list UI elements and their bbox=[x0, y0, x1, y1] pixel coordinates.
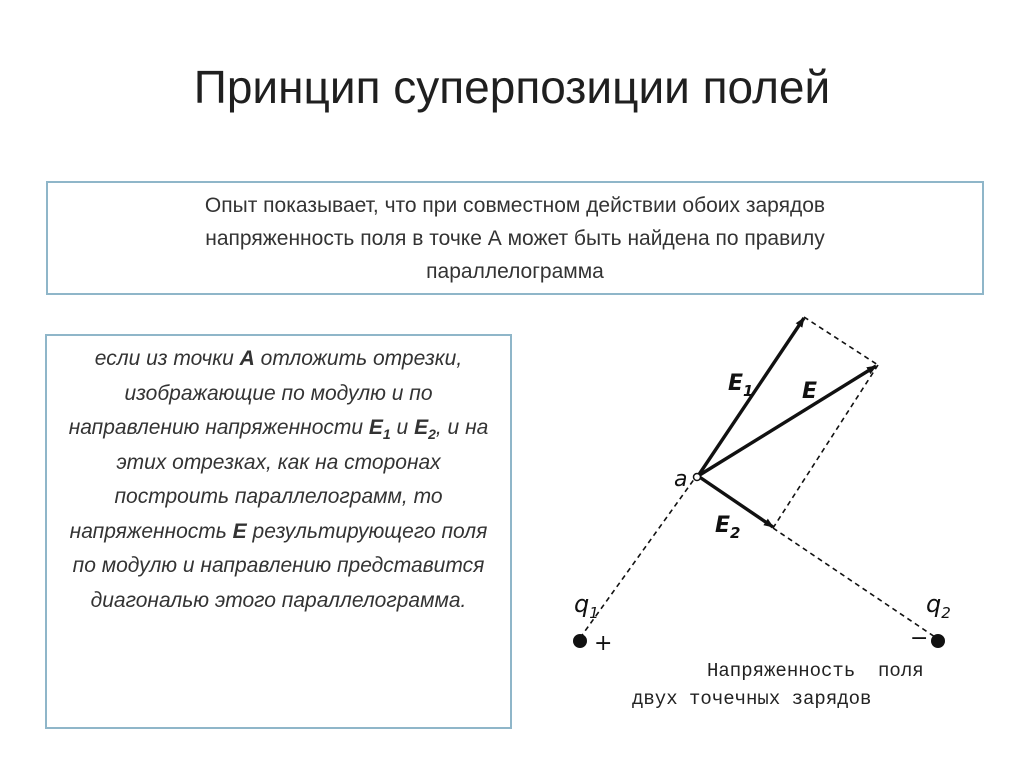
slide-title: Принцип суперпозиции полей bbox=[193, 61, 831, 113]
label-q2 bbox=[926, 590, 951, 622]
label-e1-sub: 1 bbox=[743, 382, 754, 400]
rule-text-2: отложить отрезки, изображающие по модулю и по направлению напряженности bbox=[68, 347, 463, 439]
label-e2-letter: E bbox=[715, 513, 731, 538]
rule-text-box bbox=[45, 334, 512, 729]
label-e2-sub: 2 bbox=[730, 524, 741, 542]
rule-e: E bbox=[232, 519, 247, 543]
rule-text-1: если из точки bbox=[94, 347, 240, 370]
rule-e2 bbox=[414, 416, 436, 443]
label-e2 bbox=[715, 513, 740, 542]
rule-text-4: , и на этих отрезках, как на сторонах построить параллелограмм, то напряженность bbox=[69, 416, 489, 543]
label-plus: + bbox=[594, 631, 613, 656]
rule-e2-letter: E bbox=[414, 416, 429, 439]
point-a-marker bbox=[694, 474, 701, 481]
rule-text-3: и bbox=[390, 416, 415, 439]
rule-e1-sub: 1 bbox=[382, 426, 391, 443]
intro-line-3: параллелограмма bbox=[426, 259, 604, 283]
intro-text-box bbox=[46, 181, 984, 295]
label-point-a: a bbox=[674, 467, 688, 492]
charge-q1-dot bbox=[573, 634, 587, 648]
label-q1 bbox=[574, 590, 599, 622]
intro-line-2: напряженность поля в точке А может быть найдена по правилу bbox=[205, 226, 825, 250]
parallelogram-top-dashed bbox=[804, 317, 878, 365]
rule-e2-sub: 2 bbox=[428, 426, 436, 443]
superposition-diagram bbox=[560, 300, 1000, 720]
intro-line-1: Опыт показывает, что при совместном действии обоих зарядов bbox=[204, 193, 826, 217]
label-e1 bbox=[728, 371, 753, 400]
label-q1-letter: q bbox=[574, 590, 590, 618]
diagram-caption-line-1: Напряженность поля bbox=[707, 660, 924, 682]
rule-e1-letter: E bbox=[368, 416, 383, 439]
e2-extension-dashed bbox=[773, 528, 935, 637]
label-q2-sub: 2 bbox=[941, 604, 951, 622]
charge-q2-dot bbox=[931, 634, 945, 648]
vector-e2 bbox=[698, 476, 773, 527]
label-e: E bbox=[802, 379, 818, 404]
rule-point-a: А bbox=[239, 347, 255, 370]
vector-e bbox=[698, 366, 876, 476]
label-q1-sub: 1 bbox=[589, 604, 599, 622]
label-e1-letter: E bbox=[728, 371, 744, 396]
label-minus: − bbox=[910, 626, 929, 651]
diagram-caption-line-2: двух точечных зарядов bbox=[632, 688, 872, 710]
parallelogram-right-dashed bbox=[773, 365, 878, 528]
rule-text-5: результирующего поля по модулю и направлению представится диагональю этого параллелограмма. bbox=[72, 519, 488, 612]
label-q2-letter: q bbox=[926, 590, 942, 618]
rule-e1 bbox=[368, 416, 391, 443]
